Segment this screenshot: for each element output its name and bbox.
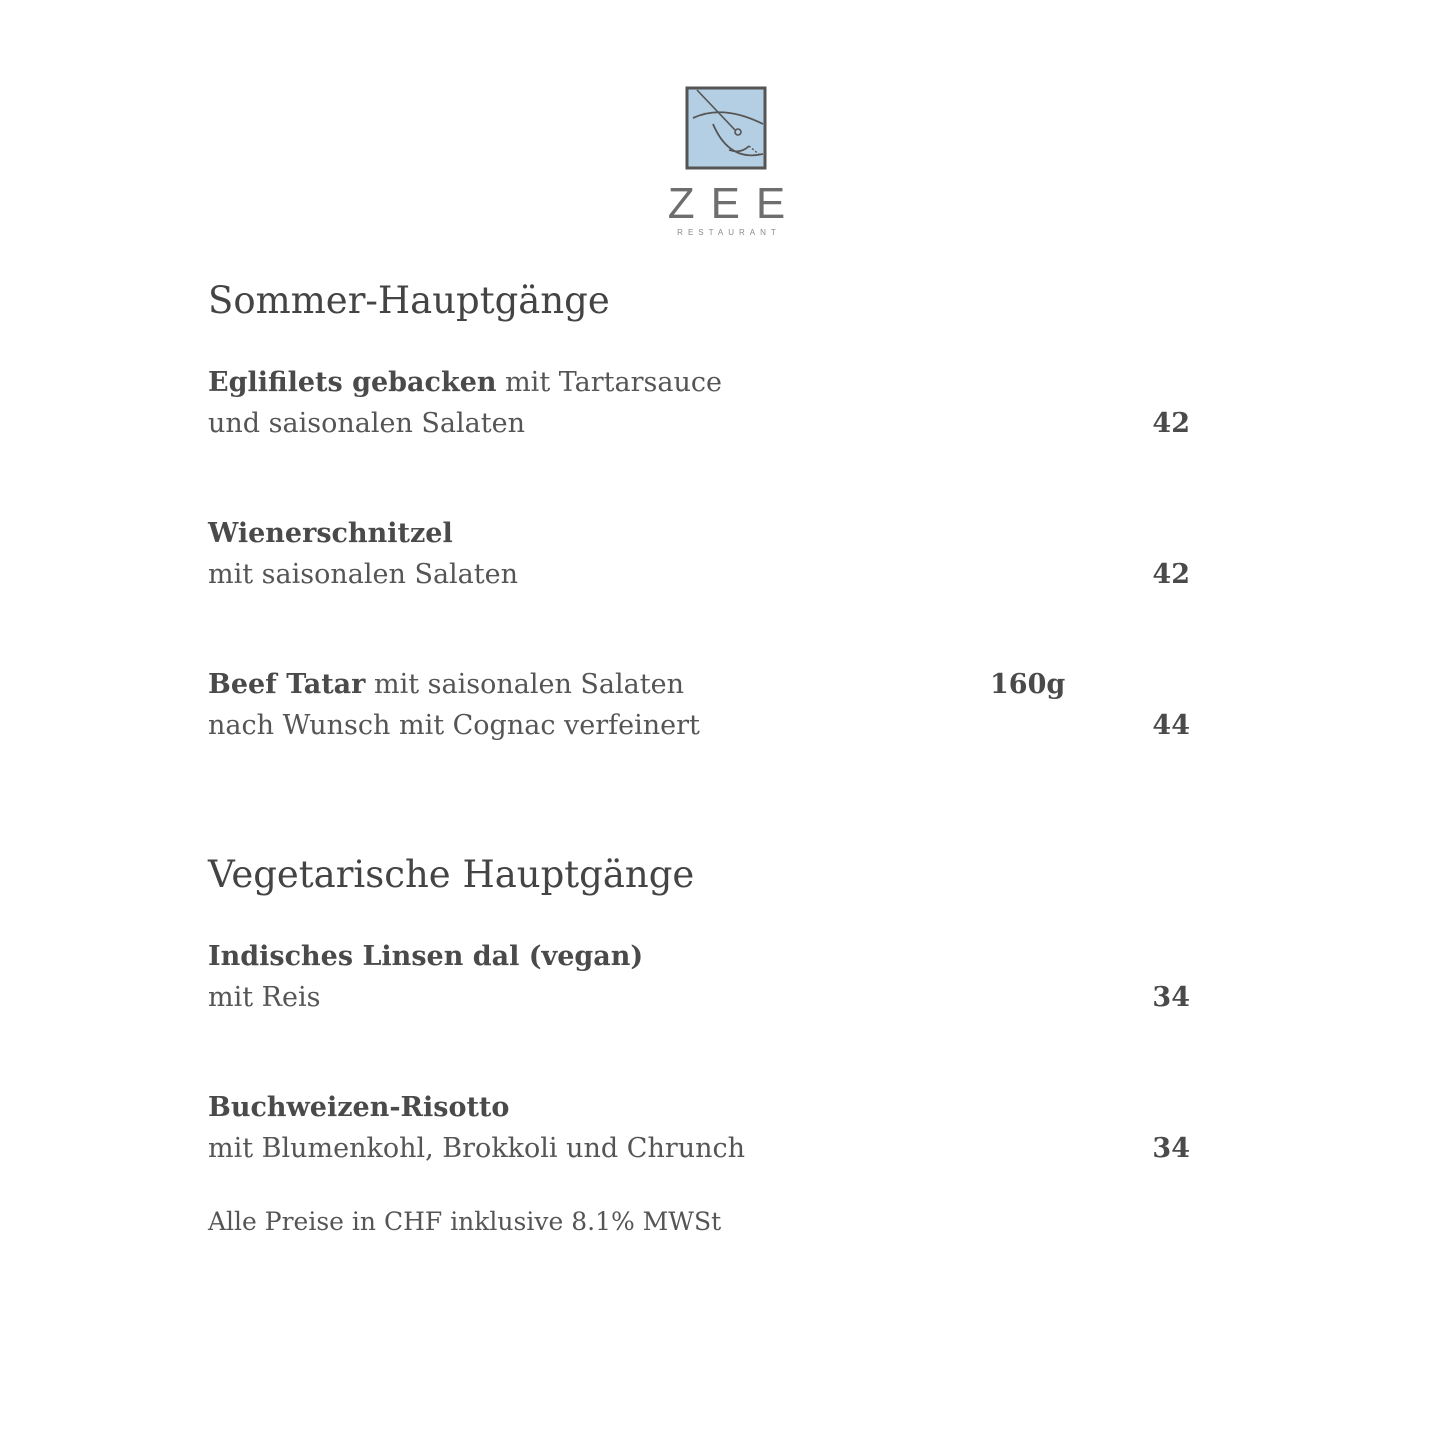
section-heading-summer: Sommer-Hauptgänge — [208, 279, 610, 322]
dish-name: Indisches Linsen dal (vegan) — [208, 941, 644, 972]
dish-description: mit Blumenkohl, Brokkoli und Chrunch — [208, 1133, 746, 1164]
dish-name: Buchweizen-Risotto — [208, 1092, 510, 1123]
dish-name: Eglifilets gebacken — [208, 367, 497, 398]
menu-item-buchweizen-risotto — [208, 1087, 1190, 1169]
menu-item-eglifilets — [208, 362, 1190, 444]
dish-description: und saisonalen Salaten — [208, 408, 525, 439]
dish-name: Beef Tatar — [208, 669, 366, 700]
dish-price: 34 — [1152, 1133, 1190, 1164]
section-heading-vegetarian: Vegetarische Hauptgänge — [208, 853, 695, 896]
price-footnote: Alle Preise in CHF inklusive 8.1% MWSt — [208, 1207, 722, 1236]
dish-price: 42 — [1152, 408, 1190, 439]
logo-subtitle: RESTAURANT — [677, 228, 781, 237]
menu-item-wienerschnitzel — [208, 513, 1190, 595]
dish-description: nach Wunsch mit Cognac verfeinert — [208, 710, 700, 741]
dish-price: 44 — [1152, 710, 1190, 741]
dish-weight: 160g — [990, 669, 1066, 700]
dish-description: mit Reis — [208, 982, 321, 1013]
dish-name: Wienerschnitzel — [208, 518, 453, 549]
dish-description: mit saisonalen Salaten — [365, 669, 684, 700]
menu-item-linsen-dal — [208, 936, 1190, 1018]
dish-description: mit Tartarsauce — [496, 367, 722, 398]
restaurant-logo — [0, 84, 1453, 237]
dish-price: 34 — [1152, 982, 1190, 1013]
fish-icon — [683, 84, 771, 174]
menu-item-beef-tatar — [208, 664, 1190, 746]
dish-price: 42 — [1152, 559, 1190, 590]
dish-description: mit saisonalen Salaten — [208, 559, 518, 590]
logo-wordmark: ZEE — [667, 179, 802, 228]
